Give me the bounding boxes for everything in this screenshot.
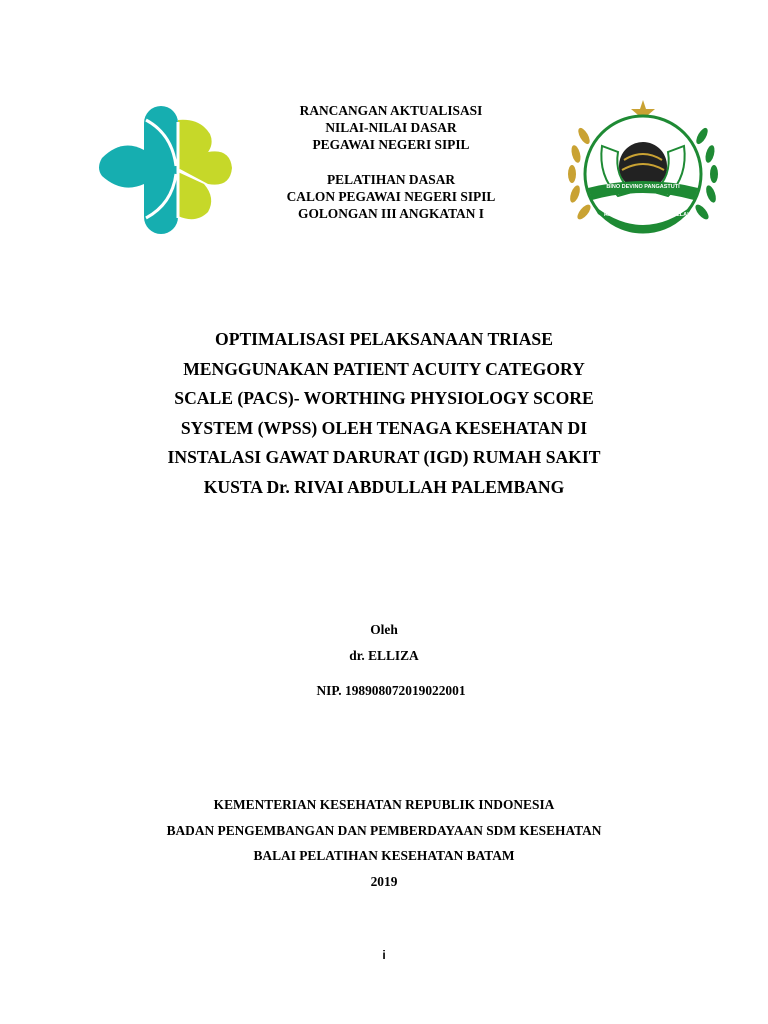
by-label: Oleh [370,622,398,637]
title-line: OPTIMALISASI PELAKSANAAN TRIASE [215,329,553,349]
title-line: INSTALASI GAWAT DARURAT (IGD) RUMAH SAKIT [167,447,601,468]
institution-line: BALAI PELATIHAN KESEHATAN BATAM [253,848,515,864]
header-block [230,102,552,222]
title-line: KUSTA Dr. RIVAI ABDULLAH PALEMBANG [203,476,565,497]
title-line: SCALE (PACS)- WORTHING PHYSIOLOGY SCORE [174,388,594,409]
year: 2019 [370,873,398,889]
header-line: PELATIHAN DASAR [326,171,456,187]
document-title [150,325,618,503]
title-line: MENGGUNAKAN PATIENT ACUITY CATEGORY [183,358,585,379]
title-line: SYSTEM (WPSS) OLEH TENAGA KESEHATAN DI [180,417,588,438]
rs-kusta-emblem-icon [562,96,724,246]
institution-line: KEMENTERIAN KESEHATAN REPUBLIK INDONESIA [213,797,555,812]
header-line: CALON PEGAWAI NEGERI SIPIL [286,188,496,204]
emblem-ribbon-text: BINO DEVINO PANGASTUTI [606,184,680,190]
header-line: NILAI-NILAI DASAR [325,120,457,136]
author-nip: NIP. 198908072019022001 [316,683,466,698]
author-name: dr. ELLIZA [349,648,419,663]
header-line: GOLONGAN III ANGKATAN I [298,206,484,222]
institution-block [100,792,668,894]
institution-line: BADAN PENGEMBANGAN DAN PEMBERDAYAAN SDM KESEHATAN [166,822,602,838]
emblem-ring-text: R.S. KUSTA Dr. RIVAI ABDULLAH [604,212,692,218]
kemenkes-logo-icon [92,100,242,240]
header-line: PEGAWAI NEGERI SIPIL [312,137,470,153]
page-number: i [382,948,386,962]
header-line: RANCANGAN AKTUALISASI [299,103,483,118]
